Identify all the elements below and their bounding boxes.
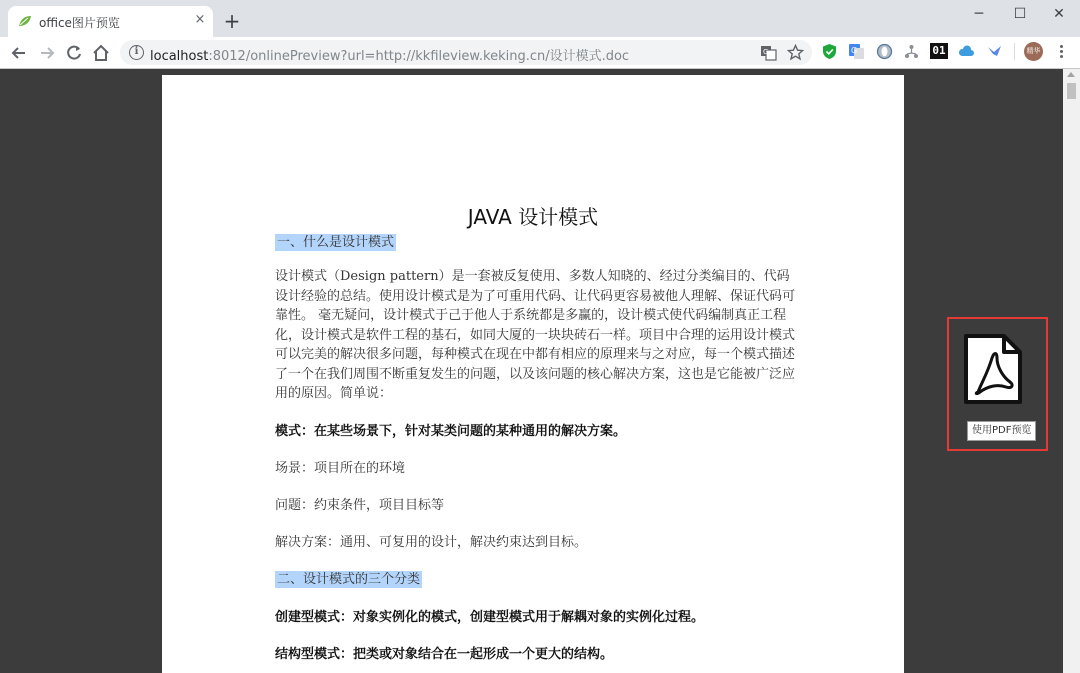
section1-heading-text: 一、什么是设计模式 <box>277 235 395 250</box>
url-host: localhost <box>150 49 209 64</box>
back-arrow-icon[interactable] <box>8 42 30 64</box>
document-title: JAVA 设计模式 <box>467 205 599 229</box>
bird-icon[interactable] <box>986 43 1003 60</box>
translate-icon[interactable] <box>760 44 777 61</box>
shield-icon[interactable] <box>821 43 838 60</box>
maximize-button[interactable]: ☐ <box>1013 6 1027 22</box>
browser-toolbar <box>0 37 1080 69</box>
minimize-button[interactable]: ─ <box>974 6 984 22</box>
star-icon[interactable] <box>787 44 804 61</box>
reload-icon[interactable] <box>63 42 85 64</box>
svg-text:G: G <box>851 46 858 55</box>
pdf-preview-tooltip: 使用PDF预览 <box>967 421 1036 441</box>
avatar[interactable]: 精华 <box>1024 42 1043 61</box>
creational-patterns: 创建型模式：对象实例化的模式，创建型模式用于解耦对象的实例化过程。 <box>275 610 705 625</box>
info-icon[interactable]: i <box>129 45 144 60</box>
section1-heading <box>275 233 795 253</box>
url-path: :8012/onlinePreview?url=http://kkfileview.keking.cn/设计模式.doc <box>208 49 630 64</box>
network-icon[interactable] <box>903 43 920 60</box>
pdf-file-icon[interactable] <box>962 332 1024 406</box>
tab-close-icon[interactable]: × <box>194 12 206 27</box>
document-viewer <box>0 69 1063 673</box>
scroll-thumb[interactable] <box>1067 83 1076 99</box>
forward-arrow-icon[interactable] <box>36 42 58 64</box>
url-text[interactable] <box>150 45 629 64</box>
section2-heading-text: 二、设计模式的三个分类 <box>277 572 421 587</box>
ext-badge-icon[interactable]: 01 <box>930 43 948 59</box>
vertical-scrollbar[interactable] <box>1063 69 1080 673</box>
tab-title: office图片预览 <box>39 16 120 30</box>
opera-icon[interactable] <box>876 43 893 60</box>
section2-heading <box>275 570 795 590</box>
close-window-button[interactable]: ✕ <box>1053 6 1065 22</box>
browser-tab[interactable] <box>8 6 213 37</box>
cloud-icon[interactable] <box>958 43 975 60</box>
new-tab-button[interactable]: + <box>223 9 241 33</box>
home-icon[interactable] <box>90 42 112 64</box>
scroll-up-arrow-icon[interactable] <box>1067 72 1075 77</box>
intro-paragraph: 设计模式（Design pattern）是一套被反复使用、多数人知晓的、经过分类编目的、代码设计经验的总结。使用设计模式是为了可重用代码、让代码更容易被他人理解、保证代码可靠性。 毫无疑问，设计模式于己于他人于系统都是多赢的，设计模式使代码编制真正工程化，设计模式是软件工程的基石，如同大厦的一块块砖石一样。项目中合理的运用设计模式可以完美的解决很多问题，每种模式在现在中都有相应的原理来与之对应，每一个模式描述了一个在我们周围不断重复发生的问题，以及该问题的核心解决方案，这也是它能被广泛应用的原因。简单说： <box>275 269 796 401</box>
address-bar[interactable] <box>120 40 812 65</box>
toolbar-divider <box>1014 43 1015 60</box>
scene-line: 场景：项目所在的环境 <box>275 461 406 476</box>
solution-line: 解决方案：通用、可复用的设计，解决约束达到目标。 <box>275 535 588 550</box>
tab-strip <box>0 0 1080 37</box>
structural-patterns: 结构型模式：把类或对象结合在一起形成一个更大的结构。 <box>275 647 614 662</box>
pattern-definition: 模式：在某些场景下，针对某类问题的某种通用的解决方案。 <box>275 424 627 439</box>
more-icon[interactable] <box>1053 43 1070 60</box>
leaf-favicon-icon <box>18 15 32 27</box>
google-translate-icon[interactable] <box>848 43 865 60</box>
svg-text:G: G <box>763 48 769 56</box>
problem-line: 问题：约束条件，项目目标等 <box>275 498 445 513</box>
document-page <box>162 75 904 673</box>
